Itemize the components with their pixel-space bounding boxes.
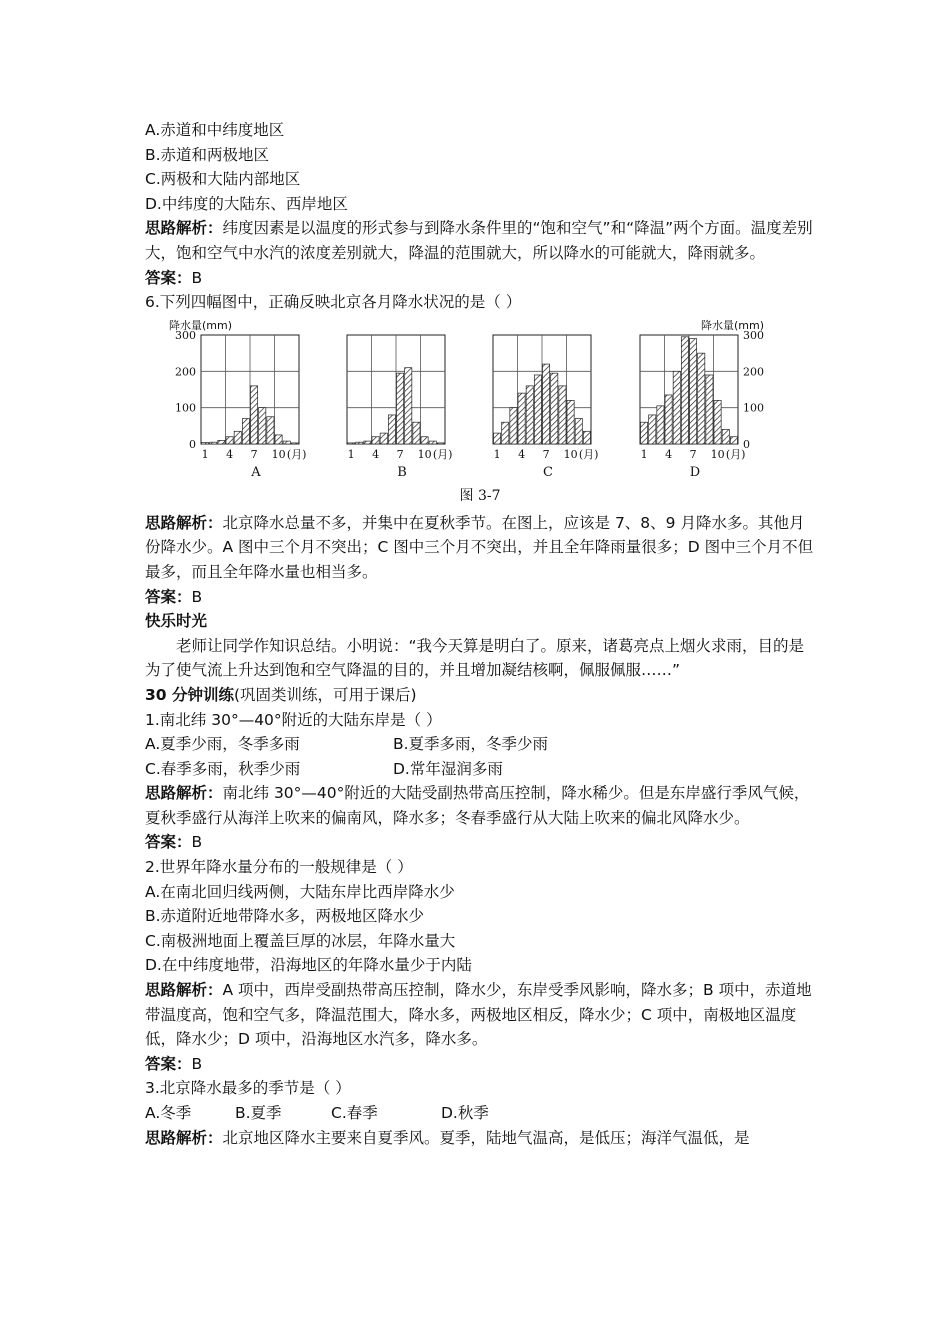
x-tick-label: 4	[372, 447, 380, 461]
bar-D-7	[690, 338, 697, 443]
x-tick-label: 7	[542, 447, 550, 461]
bar-D-8	[698, 353, 705, 444]
precipitation-charts-figure	[145, 317, 815, 481]
q6-analysis	[145, 511, 815, 585]
bar-D-11	[722, 429, 729, 444]
bar-D-9	[706, 375, 713, 444]
bar-B-1	[348, 443, 355, 444]
q6-answer-value: B	[191, 587, 203, 606]
document-page	[145, 118, 815, 1150]
q1-option-a: A.夏季少雨，冬季多雨	[145, 735, 300, 754]
bar-D-2	[649, 415, 656, 444]
bar-A-3	[218, 440, 225, 444]
q5-option-b: B.赤道和两极地区	[145, 145, 270, 164]
x-tick-label: 10	[710, 447, 725, 461]
bar-C-9	[559, 386, 566, 444]
y-tick-label: 300	[743, 328, 764, 342]
q2-option-c: C.南极洲地面上覆盖巨厚的冰层，年降水量大	[145, 931, 456, 950]
y-tick-label: 0	[743, 437, 750, 451]
chart-label-C: C	[543, 464, 553, 480]
bar-A-7	[251, 386, 258, 444]
answer-label: 答案：	[145, 587, 192, 606]
bar-D-5	[673, 371, 680, 444]
figure-caption: 图 3-7	[459, 487, 501, 504]
q1-options-row-2	[145, 757, 815, 782]
x-tick-label: 1	[640, 447, 648, 461]
x-tick-label: 7	[250, 447, 258, 461]
chart-label-A: A	[251, 464, 261, 480]
analysis-label: 思路解析：	[145, 1128, 223, 1147]
bar-C-3	[510, 407, 517, 443]
x-unit-label: (月)	[725, 447, 746, 461]
bar-B-2	[356, 442, 363, 444]
x-tick-label: 10	[563, 447, 578, 461]
q3-option-b: B.夏季	[235, 1104, 282, 1122]
x-unit-label: (月)	[578, 447, 599, 461]
q6-analysis-text: 北京降水总量不多，并集中在夏秋季节。在图上，应该是 7、8、9 月降水多。其他月份降水少。A 图中三个月不突出；C 图中三个月不突出，并且全年降雨量很多；D 图中三个月不但最多，而且全年降水量也相当多。	[145, 513, 814, 581]
bar-A-6	[242, 418, 249, 443]
bar-C-8	[551, 373, 558, 444]
bar-A-5	[234, 431, 241, 444]
bar-A-11	[283, 441, 290, 444]
y-tick-label: 300	[175, 328, 196, 342]
q2-analysis	[145, 978, 815, 1052]
y-tick-label: 200	[743, 365, 764, 379]
q6-question: 6.下列四幅图中，正确反映北京各月降水状况的是（ ）	[145, 293, 522, 312]
bar-C-4	[518, 393, 525, 444]
y-tick-label: 100	[175, 401, 196, 415]
bar-C-5	[526, 386, 533, 444]
q1-option-c: C.春季多雨，秋季少雨	[145, 759, 301, 778]
bar-B-10	[421, 436, 428, 443]
bar-A-4	[226, 436, 233, 443]
bar-A-10	[275, 435, 282, 444]
bar-A-9	[267, 417, 274, 444]
bar-D-10	[714, 400, 721, 444]
bar-C-12	[583, 431, 590, 444]
training-note: (巩固类训练，可用于课后)	[233, 685, 417, 704]
q1-option-d: D.常年湿润多雨	[393, 759, 503, 778]
q1-analysis-text: 南北纬 30°—40°附近的大陆受副热带高压控制，降水稀少。但是东岸盛行季风气候，夏秋季盛行从海洋上吹来的偏南风，降水多；冬春季盛行从大陆上吹来的偏北风降水少。	[145, 784, 810, 827]
q2-option-d: D.在中纬度地带，沿海地区的年降水量少于内陆	[145, 956, 472, 975]
q1-option-b: B.夏季多雨，冬季少雨	[393, 735, 549, 754]
bar-C-1	[494, 433, 501, 444]
bar-D-3	[657, 406, 664, 444]
bar-B-4	[372, 436, 379, 443]
x-tick-label: 4	[518, 447, 526, 461]
fun-section-text: 老师让同学作知识总结。小明说：“我今天算是明白了。原来，诸葛亮点上烟火求雨，目的是为了使气流上升达到饱和空气降温的目的，并且增加凝结核啊，佩服佩服……”	[145, 636, 805, 680]
q6-answer	[145, 585, 815, 610]
precipitation-charts	[145, 317, 815, 481]
bar-C-6	[534, 375, 541, 444]
bar-B-6	[388, 415, 395, 444]
bar-D-1	[641, 422, 648, 444]
analysis-label: 思路解析：	[145, 513, 223, 532]
q3-options	[145, 1101, 815, 1126]
q2-answer	[145, 1052, 815, 1077]
q3-option-a: A.冬季	[145, 1104, 192, 1122]
q3-option-c: C.春季	[331, 1104, 378, 1122]
bar-C-10	[567, 400, 574, 444]
answer-label: 答案：	[145, 268, 192, 287]
training-title: 30 分钟训练	[145, 685, 234, 704]
x-tick-label: 10	[271, 447, 286, 461]
bar-C-7	[543, 364, 550, 444]
q3-analysis-text: 北京地区降水主要来自夏季风。夏季，陆地气温高，是低压；海洋气温低，是	[222, 1128, 750, 1147]
x-tick-label: 10	[417, 447, 432, 461]
y-tick-label: 100	[743, 401, 764, 415]
analysis-label: 思路解析：	[145, 784, 223, 803]
x-tick-label: 1	[201, 447, 209, 461]
bar-A-1	[202, 442, 209, 443]
bar-B-12	[437, 443, 444, 444]
bar-A-2	[210, 442, 217, 444]
x-unit-label: (月)	[432, 447, 453, 461]
answer-label: 答案：	[145, 833, 192, 852]
analysis-label: 思路解析：	[145, 219, 223, 238]
q5-answer-value: B	[191, 268, 203, 287]
q2-option-a: A.在南北回归线两侧，大陆东岸比西岸降水少	[145, 882, 455, 901]
answer-label: 答案：	[145, 1054, 192, 1073]
bar-A-8	[259, 407, 266, 443]
bar-B-9	[413, 422, 420, 444]
q1-analysis	[145, 781, 815, 830]
y-axis-label: 降水量(mm)	[169, 318, 233, 332]
q5-option-a: A.赤道和中纬度地区	[145, 121, 285, 139]
x-tick-label: 4	[226, 447, 234, 461]
q5-answer	[145, 266, 815, 291]
x-unit-label: (月)	[286, 447, 307, 461]
q5-analysis-text: 纬度因素是以温度的形式参与到降水条件里的“饱和空气”和“降温”两个方面。温度差别大，饱和空气中水汽的浓度差别就大，降温的范围就大，所以降水的可能就大，降雨就多。	[145, 219, 813, 262]
q1-options-row-1	[145, 732, 815, 757]
chart-label-D: D	[689, 464, 701, 480]
bar-D-12	[730, 436, 737, 443]
q5-analysis	[145, 216, 815, 265]
q3-option-d: D.秋季	[441, 1104, 489, 1122]
y-tick-label: 0	[189, 437, 196, 451]
x-tick-label: 1	[493, 447, 501, 461]
q5-option-d: D.中纬度的大陆东、西岸地区	[145, 194, 348, 213]
x-tick-label: 4	[665, 447, 673, 461]
x-tick-label: 7	[396, 447, 404, 461]
chart-label-B: B	[397, 464, 407, 480]
bar-B-8	[405, 367, 412, 443]
bar-B-3	[364, 441, 371, 444]
x-tick-label: 7	[689, 447, 697, 461]
training-header	[145, 683, 815, 708]
q2-answer-value: B	[191, 1054, 203, 1073]
bar-B-7	[397, 373, 404, 444]
q1-question: 1.南北纬 30°—40°附近的大陆东岸是（ ）	[145, 710, 442, 729]
bar-B-5	[380, 433, 387, 444]
fun-section-title: 快乐时光	[145, 612, 208, 631]
bar-C-11	[575, 418, 582, 443]
q2-question: 2.世界年降水量分布的一般规律是（ ）	[145, 858, 413, 877]
y-axis-label: 降水量(mm)	[700, 318, 764, 332]
bar-D-6	[681, 337, 688, 444]
bar-C-2	[502, 422, 509, 444]
q3-analysis	[145, 1126, 815, 1151]
bar-A-12	[291, 443, 298, 444]
x-tick-label: 1	[347, 447, 355, 461]
q3-question: 3.北京降水最多的季节是（ ）	[145, 1079, 351, 1098]
q1-answer-value: B	[191, 833, 203, 852]
q2-analysis-text: A 项中，西岸受副热带高压控制，降水少，东岸受季风影响，降水多；B 项中，赤道地带温度高，饱和空气多，降温范围大，降水多，两极地区相反，降水少；C 项中，南极地区温度低，降水少；D 项中，沿海地区水汽多，降水多。	[145, 981, 812, 1049]
q1-answer	[145, 830, 815, 855]
q5-option-c: C.两极和大陆内部地区	[145, 170, 301, 189]
q2-option-b: B.赤道附近地带降水多，两极地区降水少	[145, 907, 425, 926]
bar-B-11	[429, 441, 436, 444]
analysis-label: 思路解析：	[145, 981, 223, 1000]
bar-D-4	[665, 395, 672, 444]
y-tick-label: 200	[175, 365, 196, 379]
